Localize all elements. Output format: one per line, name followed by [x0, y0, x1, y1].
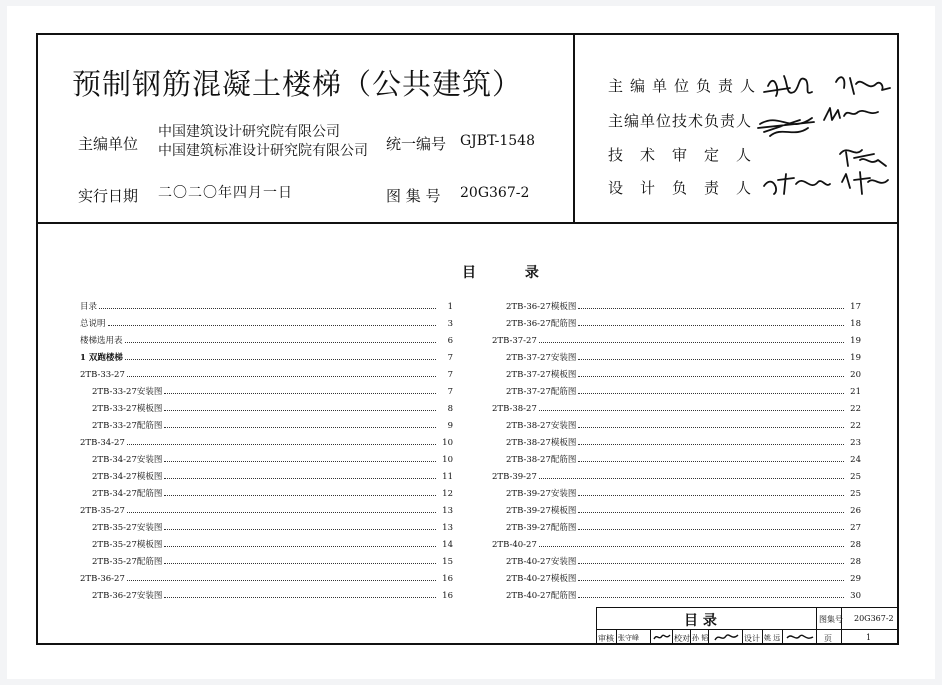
toc-entry-page: 12 [442, 489, 453, 499]
title-block-divider [616, 629, 617, 645]
toc-entry-page: 11 [442, 472, 453, 482]
toc-entry[interactable] [92, 381, 453, 397]
role-technical-approver: 技术审定人 [608, 146, 769, 164]
leader-dots [164, 460, 436, 462]
toc-entry-page: 10 [442, 455, 453, 465]
toc-entry-label: 2TB-35-27模板图 [92, 540, 163, 550]
toc-entry[interactable] [506, 585, 861, 601]
toc-entry-page: 16 [442, 591, 453, 601]
toc-entry-label: 2TB-38-27配筋图 [506, 455, 577, 465]
leader-dots [164, 426, 436, 428]
toc-entry-page: 13 [442, 506, 453, 516]
toc-entry-label: 2TB-33-27安装图 [92, 387, 163, 397]
toc-entry-page: 28 [850, 557, 861, 567]
title-block-atlas-label: 图集号 [819, 615, 843, 624]
design-signature [786, 631, 814, 645]
toc-entry[interactable] [92, 517, 453, 533]
leader-dots [578, 511, 844, 513]
toc-entry-page: 6 [447, 336, 453, 346]
toc-entry[interactable] [506, 551, 861, 567]
toc-entry-label: 2TB-35-27 [80, 506, 125, 516]
toc-entry-page: 7 [447, 353, 453, 363]
leader-dots [125, 341, 436, 343]
code-value: GJBT-1548 [460, 133, 535, 149]
leader-dots [539, 409, 844, 411]
leader-dots [127, 511, 436, 513]
title-block-divider [742, 629, 743, 645]
toc-entry[interactable] [80, 500, 453, 516]
toc-entry-label: 2TB-34-27安装图 [92, 455, 163, 465]
toc-entry-label: 2TB-39-27配筋图 [506, 523, 577, 533]
atlas-title: 预制钢筋混凝土楼梯（公共建筑） [72, 67, 523, 101]
toc-entry[interactable] [506, 313, 861, 329]
toc-entry-page: 7 [447, 370, 453, 380]
title-block-name: 目 录 [684, 613, 717, 629]
design-label: 设计 [744, 634, 760, 643]
leader-dots [127, 579, 436, 581]
title-block-divider [782, 629, 783, 645]
toc-entry[interactable] [506, 517, 861, 533]
toc-entry[interactable] [92, 585, 453, 601]
toc-entry-label: 2TB-37-27 [492, 336, 537, 346]
leader-dots [578, 596, 844, 598]
atlas-number-label: 图 集 号 [386, 187, 441, 205]
toc-entry[interactable] [92, 449, 453, 465]
check-signature [714, 631, 740, 645]
toc-entry-page: 15 [442, 557, 453, 567]
leader-dots [539, 477, 844, 479]
toc-entry-label: 2TB-36-27模板图 [506, 302, 577, 312]
toc-entry-page: 7 [447, 387, 453, 397]
toc-entry[interactable] [92, 534, 453, 550]
toc-entry[interactable] [492, 466, 861, 482]
toc-entry-page: 13 [442, 523, 453, 533]
leader-dots [164, 545, 436, 547]
toc-entry[interactable] [506, 432, 861, 448]
leader-dots [578, 460, 844, 462]
toc-entry[interactable] [492, 398, 861, 414]
title-block-mid-line [596, 629, 899, 630]
leader-dots [125, 358, 436, 360]
toc-entry[interactable] [506, 381, 861, 397]
leader-dots [578, 358, 844, 360]
toc-entry-label: 2TB-39-27模板图 [506, 506, 577, 516]
toc-entry-label: 2TB-40-27安装图 [506, 557, 577, 567]
leader-dots [578, 562, 844, 564]
date-value: 二〇二〇年四月一日 [158, 185, 293, 201]
toc-entry-page: 9 [447, 421, 453, 431]
toc-entry-page: 20 [850, 370, 861, 380]
toc-entry-label: 2TB-35-27配筋图 [92, 557, 163, 567]
toc-entry-label: 2TB-39-27安装图 [506, 489, 577, 499]
toc-entry-page: 21 [850, 387, 861, 397]
title-block-atlas-value: 20G367-2 [854, 614, 894, 623]
atlas-number-value: 20G367-2 [460, 185, 530, 201]
toc-entry[interactable] [92, 398, 453, 414]
toc-entry-label: 2TB-40-27 [492, 540, 537, 550]
leader-dots [164, 528, 436, 530]
toc-entry[interactable] [506, 296, 861, 312]
toc-entry-label: 2TB-36-27 [80, 574, 125, 584]
header-vertical-divider [573, 33, 575, 223]
role-chief-editor: 主编单位负责人 [608, 77, 763, 95]
toc-entry-label: 2TB-33-27模板图 [92, 404, 163, 414]
toc-entry-label: 2TB-35-27安装图 [92, 523, 163, 533]
toc-entry[interactable] [506, 364, 861, 380]
leader-dots [578, 579, 844, 581]
leader-dots [578, 494, 844, 496]
toc-entry[interactable] [80, 568, 453, 584]
toc-entry[interactable] [492, 534, 861, 550]
leader-dots [578, 528, 844, 530]
toc-entry[interactable] [506, 449, 861, 465]
toc-entry-label: 2TB-36-27配筋图 [506, 319, 577, 329]
header-divider [36, 222, 899, 224]
toc-entry-label: 楼梯选用表 [80, 336, 123, 346]
leader-dots [99, 307, 436, 309]
page-value: 1 [866, 633, 872, 642]
toc-entry-label: 2TB-39-27 [492, 472, 537, 482]
toc-entry-label: 2TB-37-27模板图 [506, 370, 577, 380]
check-name: 孙 韬 [692, 634, 709, 642]
leader-dots [164, 562, 436, 564]
leader-dots [578, 375, 844, 377]
toc-entry-page: 1 [447, 302, 453, 312]
review-name: 张守峰 [618, 634, 639, 642]
role-technical-chief: 主编单位技术负责人 [608, 112, 753, 130]
leader-dots [127, 443, 436, 445]
toc-entry[interactable] [80, 432, 453, 448]
toc-entry-page: 24 [850, 455, 861, 465]
leader-dots [108, 324, 436, 326]
toc-entry[interactable] [80, 313, 453, 329]
leader-dots [164, 596, 436, 598]
leader-dots [164, 494, 436, 496]
toc-entry[interactable] [80, 364, 453, 380]
toc-entry-page: 3 [447, 319, 453, 329]
leader-dots [164, 477, 436, 479]
toc-entry-label: 2TB-36-27安装图 [92, 591, 163, 601]
toc-entry-label: 2TB-37-27配筋图 [506, 387, 577, 397]
toc-entry-page: 19 [850, 353, 861, 363]
toc-entry-page: 18 [850, 319, 861, 329]
leader-dots [578, 443, 844, 445]
toc-entry[interactable] [80, 296, 453, 312]
toc-entry-label: 2TB-37-27安装图 [506, 353, 577, 363]
design-name: 姚 远 [764, 634, 781, 642]
toc-entry[interactable] [492, 330, 861, 346]
toc-entry[interactable] [92, 551, 453, 567]
toc-entry-label: 2TB-33-27配筋图 [92, 421, 163, 431]
toc-entry-label: 2TB-40-27模板图 [506, 574, 577, 584]
toc-entry-page: 8 [447, 404, 453, 414]
leader-dots [578, 392, 844, 394]
review-signature [653, 631, 671, 645]
code-label: 统一编号 [386, 135, 447, 153]
toc-entry-page: 19 [850, 336, 861, 346]
toc-entry-label: 总说明 [80, 319, 106, 329]
leader-dots [127, 375, 436, 377]
check-signature-graphic [714, 631, 740, 643]
leader-dots [539, 341, 844, 343]
toc-entry[interactable] [92, 483, 453, 499]
toc-entry-page: 22 [850, 404, 861, 414]
toc-entry-page: 23 [850, 438, 861, 448]
leader-dots [164, 409, 436, 411]
leader-dots [578, 426, 844, 428]
leader-dots [164, 392, 436, 394]
toc-entry-page: 25 [850, 472, 861, 482]
toc-entry-label: 目录 [80, 302, 98, 312]
toc-heading-char-1: 目 [462, 265, 476, 281]
design-signature-graphic [786, 631, 814, 643]
role-design-lead: 设计负责人 [608, 179, 769, 197]
title-block-divider [650, 629, 651, 645]
review-label: 审核 [598, 634, 614, 643]
toc-entry-label: 2TB-34-27模板图 [92, 472, 163, 482]
toc-entry[interactable] [92, 466, 453, 482]
toc-heading-char-2: 录 [524, 265, 539, 281]
title-block-divider [762, 629, 763, 645]
toc-entry[interactable] [506, 483, 861, 499]
toc-entry-page: 27 [850, 523, 861, 533]
date-label: 实行日期 [78, 187, 139, 205]
title-block-divider [690, 629, 691, 645]
toc-entry-label: 2TB-33-27 [80, 370, 125, 380]
toc-entry-page: 10 [442, 438, 453, 448]
editor-label: 主编单位 [78, 135, 139, 153]
toc-entry-label: 2TB-34-27配筋图 [92, 489, 163, 499]
toc-heading [440, 262, 561, 282]
toc-entry-label: 2TB-38-27 [492, 404, 537, 414]
toc-entry-page: 28 [850, 540, 861, 550]
toc-entry-page: 30 [850, 591, 861, 601]
toc-entry[interactable] [80, 330, 453, 346]
toc-entry-page: 14 [442, 540, 453, 550]
leader-dots [578, 324, 844, 326]
editor-line-1: 中国建筑设计研究院有限公司 [158, 124, 340, 140]
title-block-divider [672, 629, 673, 645]
title-block-divider [816, 607, 817, 645]
toc-entry-page: 16 [442, 574, 453, 584]
toc-entry-page: 25 [850, 489, 861, 499]
toc-entry[interactable] [506, 500, 861, 516]
editor-line-2: 中国建筑标准设计研究院有限公司 [158, 143, 368, 159]
title-block-top-border [596, 607, 899, 608]
toc-entry-page: 17 [850, 302, 861, 312]
page-label: 页 [824, 634, 832, 643]
review-signature-graphic [653, 631, 671, 643]
check-label: 校对 [674, 634, 690, 643]
title-block [596, 607, 899, 645]
toc-entry-label: 2TB-40-27配筋图 [506, 591, 577, 601]
toc-entry[interactable] [92, 415, 453, 431]
toc-entry-page: 22 [850, 421, 861, 431]
toc-entry-label: 2TB-38-27安装图 [506, 421, 577, 431]
leader-dots [578, 307, 844, 309]
toc-entry-label: 2TB-38-27模板图 [506, 438, 577, 448]
toc-entry[interactable] [506, 415, 861, 431]
toc-entry[interactable] [506, 347, 861, 363]
toc-entry-page: 29 [850, 574, 861, 584]
toc-entry-page: 26 [850, 506, 861, 516]
toc-entry[interactable] [80, 347, 453, 363]
toc-entry[interactable] [506, 568, 861, 584]
toc-entry-label: 2TB-34-27 [80, 438, 125, 448]
toc-entry-label: 1 双跑楼梯 [80, 353, 123, 363]
title-block-left-border [596, 607, 597, 645]
signature-graphic [750, 62, 895, 200]
leader-dots [539, 545, 844, 547]
title-block-divider [841, 607, 842, 645]
